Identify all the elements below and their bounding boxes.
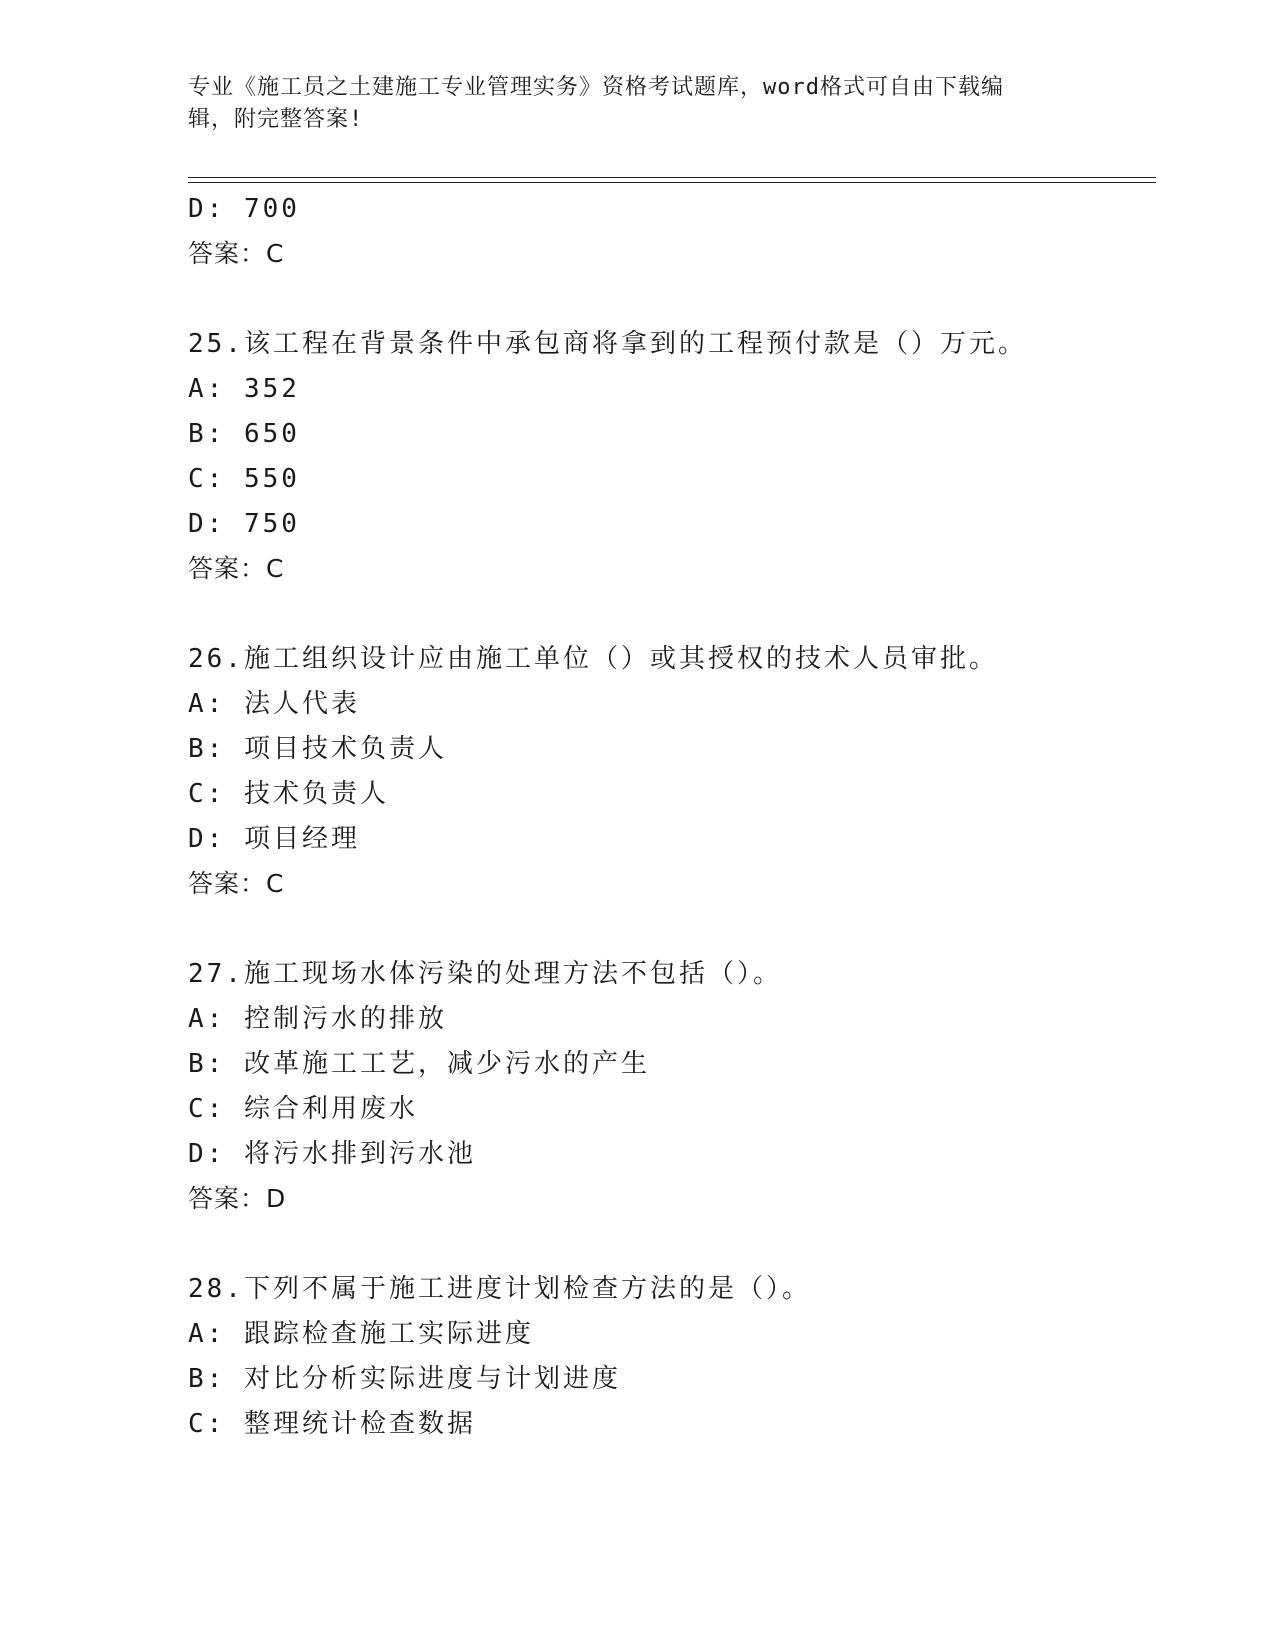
header-divider-top bbox=[188, 177, 1156, 178]
option-a: A: 352 bbox=[188, 374, 300, 404]
header-line-1: 专业《施工员之土建施工专业管理实务》资格考试题库，word格式可自由下载编 bbox=[188, 75, 1004, 100]
option-a: A: 法人代表 bbox=[188, 689, 360, 719]
document-header bbox=[188, 72, 1068, 136]
option-a: A: 控制污水的排放 bbox=[188, 1004, 447, 1034]
option-b: B: 650 bbox=[188, 419, 300, 449]
option-b: B: 项目技术负责人 bbox=[188, 734, 447, 764]
option-d: D: 750 bbox=[188, 509, 300, 539]
option-c: C: 综合利用废水 bbox=[188, 1094, 418, 1124]
option-b: B: 改革施工工艺，减少污水的产生 bbox=[188, 1049, 650, 1079]
question-stem: 28.下列不属于施工进度计划检查方法的是（）。 bbox=[188, 1274, 811, 1304]
option-c: C: 550 bbox=[188, 464, 300, 494]
option-c: C: 技术负责人 bbox=[188, 779, 389, 809]
question-stem: 25.该工程在背景条件中承包商将拿到的工程预付款是（）万元。 bbox=[188, 329, 1027, 359]
option-a: A: 跟踪检查施工实际进度 bbox=[188, 1319, 534, 1349]
option-d: D: 项目经理 bbox=[188, 824, 360, 854]
question-stem: 27.施工现场水体污染的处理方法不包括（）。 bbox=[188, 959, 782, 989]
answer: 答案：C bbox=[188, 869, 285, 898]
option-d: D: 将污水排到污水池 bbox=[188, 1139, 476, 1169]
option-d: D: 700 bbox=[188, 194, 300, 224]
answer: 答案：D bbox=[188, 1184, 287, 1213]
answer: 答案：C bbox=[188, 239, 285, 268]
header-line-2: 辑，附完整答案! bbox=[188, 107, 364, 132]
option-b: B: 对比分析实际进度与计划进度 bbox=[188, 1364, 621, 1394]
option-c: C: 整理统计检查数据 bbox=[188, 1409, 476, 1439]
answer: 答案：C bbox=[188, 554, 285, 583]
header-divider-bottom bbox=[188, 182, 1156, 183]
question-stem: 26.施工组织设计应由施工单位（）或其授权的技术人员审批。 bbox=[188, 644, 998, 674]
